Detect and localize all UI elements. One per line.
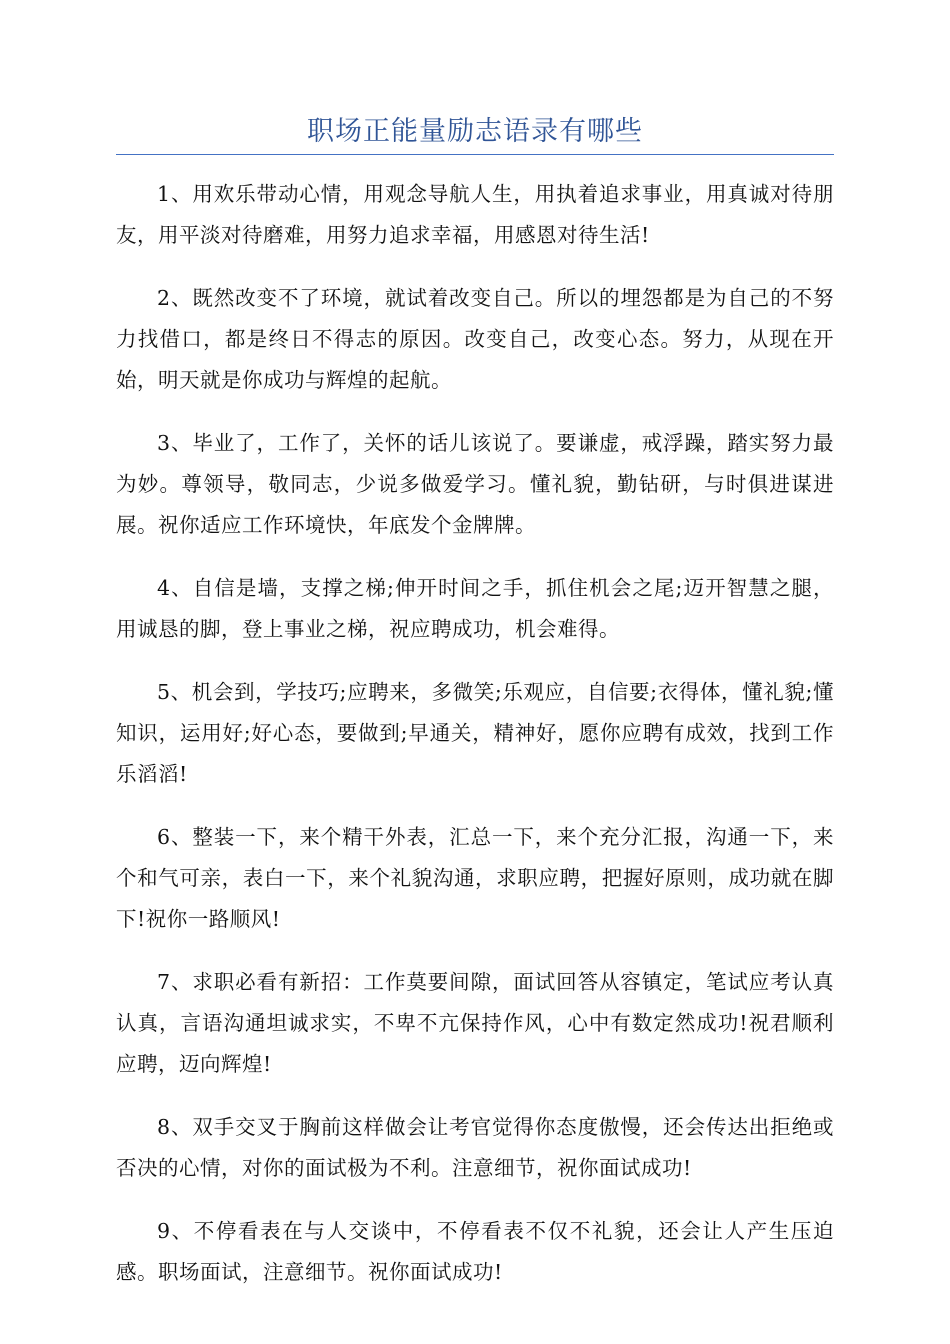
document-title: 职场正能量励志语录有哪些 xyxy=(307,116,643,147)
paragraph-2: 2、既然改变不了环境，就试着改变自己。所以的埋怨都是为自己的不努力找借口，都是终日不得志的原因。改变自己，改变心态。努力，从现在开始，明天就是你成功与辉煌的起航。 xyxy=(116,286,834,392)
paragraph-7: 7、求职必看有新招：工作莫要间隙，面试回答从容镇定，笔试应考认真认真，言语沟通坦诚求实，不卑不亢保持作风，心中有数定然成功!祝君顺利应聘，迈向辉煌! xyxy=(116,970,834,1076)
paragraph-1: 1、用欢乐带动心情，用观念导航人生，用执着追求事业，用真诚对待朋友，用平淡对待磨难，用努力追求幸福，用感恩对待生活! xyxy=(116,182,834,247)
document-body xyxy=(116,174,834,1315)
title-underline xyxy=(116,154,834,155)
paragraph-8: 8、双手交叉于胸前这样做会让考官觉得你态度傲慢，还会传达出拒绝或否决的心情，对你的面试极为不利。注意细节，祝你面试成功! xyxy=(116,1115,834,1180)
paragraph-4: 4、自信是墙，支撑之梯;伸开时间之手，抓住机会之尾;迈开智慧之腿，用诚恳的脚，登上事业之梯，祝应聘成功，机会难得。 xyxy=(116,576,834,641)
paragraph-6: 6、整装一下，来个精干外表，汇总一下，来个充分汇报，沟通一下，来个和气可亲，表白一下，来个礼貌沟通，求职应聘，把握好原则，成功就在脚下!祝你一路顺风! xyxy=(116,825,834,931)
paragraph-3: 3、毕业了，工作了，关怀的话儿该说了。要谦虚，戒浮躁，踏实努力最为妙。尊领导，敬同志，少说多做爱学习。懂礼貌，勤钻研，与时俱进谋进展。祝你适应工作环境快，年底发个金牌牌。 xyxy=(116,431,834,537)
paragraph-9: 9、不停看表在与人交谈中，不停看表不仅不礼貌，还会让人产生压迫感。职场面试，注意细节。祝你面试成功! xyxy=(116,1219,834,1284)
paragraph-5: 5、机会到，学技巧;应聘来，多微笑;乐观应，自信要;衣得体，懂礼貌;懂知识，运用好;好心态，要做到;早通关，精神好，愿你应聘有成效，找到工作乐滔滔! xyxy=(116,680,834,786)
